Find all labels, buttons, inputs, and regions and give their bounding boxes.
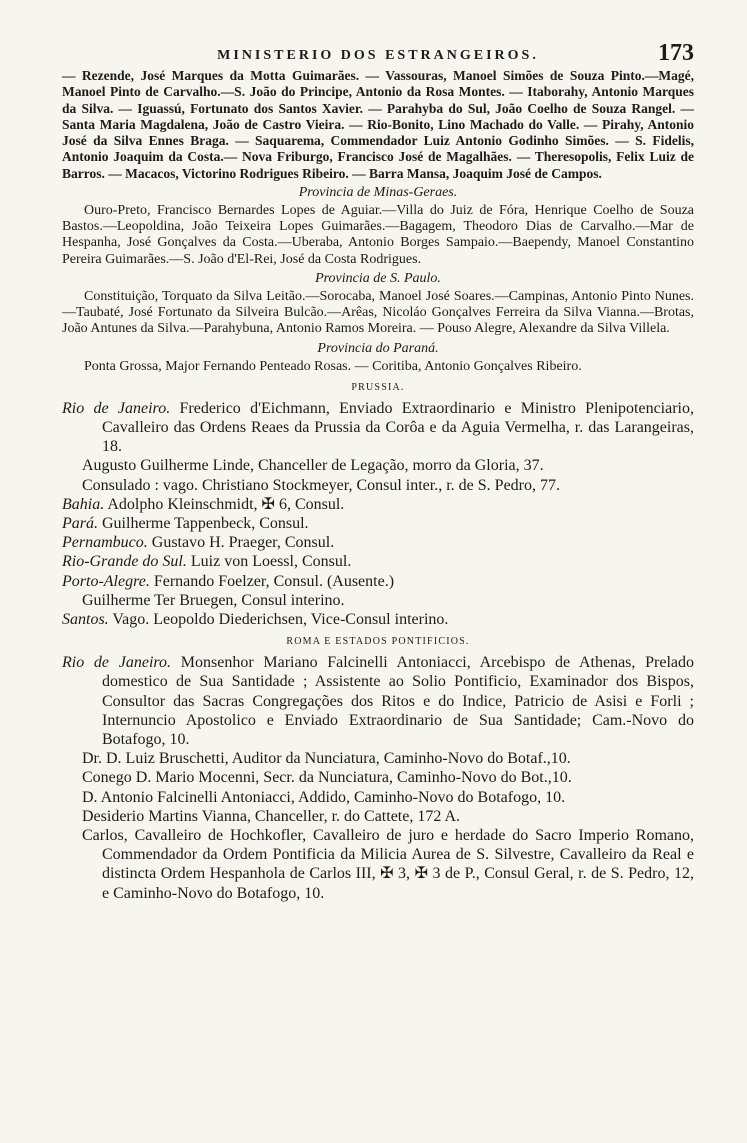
prussia-santos-entry [62,610,694,629]
roma-rio-city: Rio de Janeiro. [62,654,172,672]
running-title: MINISTERIO DOS ESTRANGEIROS. [217,48,539,63]
prussia-santos-city: Santos. [62,610,109,628]
prussia-porto-alegre-entry [62,572,694,591]
rio-province-text: — Rezende, José Marques da Motta Guimarães. — Vassouras, Manoel Simões de Souza Pinto.—Magé, Manoel Pinto de Carvalho.—S. João do Principe, Antonio da Rosa Montes. — Itaborahy, Antonio Marques da Silva. — Iguassú, Fortunato dos Santos Xavier. — Parahyba do Sul, João Coelho de Souza Rangel. — Santa Maria Magdalena, João de Castro Vieira. — Rio-Bonito, Lino Machado do Valle. — Pirahy, Antonio José da Silva Ennes Braga. — Saquarema, Commendador Luiz Antonio Godinho Simões. — S. Fidelis, Antonio Joaquim da Costa.— Nova Friburgo, Francisco José de Magalhães. — Theresopolis, Felix Luiz de Barros. — Macacos, Victorino Rodrigues Ribeiro. — Barra Mansa, Joaquim José de Campos. [62,68,694,181]
rio-province-continued [62,68,694,182]
roma-falcinelli-line: D. Antonio Falcinelli Antoniacci, Addido, Caminho-Novo do Botafogo, 10. [82,788,566,806]
prussia-rio-city: Rio de Janeiro. [62,399,171,417]
prussia-rio-grande-text: Luiz von Loessl, Consul. [186,553,352,571]
roma-rio-text: Monsenhor Mariano Falcinelli Antoniacci, Arcebispo de Athenas, Prelado domestico de Sua Santidade ; Assistente ao Solio Pontificio, Examinador dos Bispos, Consultor das Sacras Congregações dos Ritos e do Indice, Patricio de Asisi e Forli ; Internuncio Apostolico e Enviado Extraordinario de Sua Santidade; Cam.-Novo do Botafogo, 10. [102,654,694,748]
prussia-consulado-line: Consulado : vago. Christiano Stockmeyer, Consul inter., r. de S. Pedro, 77. [82,476,560,494]
prussia-pernambuco-city: Pernambuco. [62,534,148,552]
prussia-para-text: Guilherme Tappenbeck, Consul. [98,514,309,532]
sao-paulo-heading: Provincia de S. Paulo. [315,270,441,286]
roma-heading: ROMA E ESTADOS PONTIFICIOS. [286,636,470,648]
prussia-porto-alegre-city: Porto-Alegre. [62,572,150,590]
minas-heading: Provincia de Minas-Geraes. [298,185,458,201]
prussia-rio-text: Frederico d'Eichmann, Enviado Extraordinario e Ministro Plenipotenciario, Cavalleiro das Ordens Reaes da Prussia da Corôa e da Aguia Vermelha, r. das Larangeiras, 18. [102,399,695,456]
prussia-para-entry [62,514,694,533]
prussia-santos-text: Vago. Leopoldo Diederichsen, Vice-Consul interino. [108,610,449,628]
sao-paulo-section [62,269,694,338]
prussia-linde-line: Augusto Guilherme Linde, Chanceller de Legação, morro da Gloria, 37. [82,457,544,475]
prussia-rio-grande-city: Rio-Grande do Sul. [62,553,187,571]
prussia-porto-alegre-interino: Guilherme Ter Bruegen, Consul interino. [82,591,345,609]
prussia-heading: PRUSSIA. [351,381,405,393]
roma-bruschetti-line: Dr. D. Luiz Bruschetti, Auditor da Nunciatura, Caminho-Novo do Botaf.,10. [82,750,571,768]
roma-rio-entry [62,653,694,749]
prussia-pernambuco-text: Gustavo H. Praeger, Consul. [147,534,335,552]
sao-paulo-text: Constituição, Torquato da Silva Leitão.—Sorocaba, Manoel José Soares.—Campinas, Antonio Pinto Nunes.—Taubaté, José Fortunato da Silveira Bulcão.—Arêas, Nicoláo Gonçalves Ferreira da Silva Vianna.—Brotas, João Antunes da Silva.—Parahybuna, Antonio Ramos Moreira. — Pouso Alegre, Alexandre da Silva Villela. [62,288,694,337]
prussia-para-city: Pará. [62,514,98,532]
roma-section [62,633,694,903]
prussia-pernambuco-entry [62,533,694,552]
prussia-rio-grande-entry [62,552,694,571]
minas-section [62,183,694,268]
page-header [62,38,694,68]
prussia-bahia-entry [62,495,694,514]
document-page [62,38,694,903]
minas-text: Ouro-Preto, Francisco Bernardes Lopes de Aguiar.—Villa do Juiz de Fóra, Henrique Coelho de Souza Bastos.—Leopoldina, João Teixeira Lopes Guimarães.—Bagagem, Theodoro Dias de Carvalho.—Mar de Hespanha, José Gonçalves da Costa.—Uberaba, Antonio Borges Sampaio.—Baependy, Manoel Constantino Pereira Guimarães.—S. João d'El-Rei, José da Costa Rodrigues. [62,203,694,267]
prussia-bahia-city: Bahia. [62,495,105,513]
prussia-section [62,379,694,629]
prussia-bahia-text: Adolpho Kleinschmidt, ✠ 6, Consul. [104,495,345,513]
parana-text: Ponta Grossa, Major Fernando Penteado Rosas. — Coritiba, Antonio Gonçalves Ribeiro. [84,358,582,374]
page-number: 173 [658,40,694,66]
roma-carlos-line: Carlos, Cavalleiro de Hochkofler, Cavalleiro de juro e herdade do Sacro Imperio Romano, Commendador da Ordem Pontificia da Milicia Aurea de S. Silvestre, Cavalleiro da Real e distincta Ordem Hespanhola de Carlos III, ✠ 3, ✠ 3 de P., Consul Geral, r. de S. Pedro, 12, e Caminho-Novo do Botafogo, 10. [82,826,694,902]
prussia-porto-alegre-text: Fernando Foelzer, Consul. (Ausente.) [149,572,395,590]
roma-mocenni-line: Conego D. Mario Mocenni, Secr. da Nunciatura, Caminho-Novo do Bot.,10. [82,769,572,787]
parana-heading: Provincia do Paraná. [317,340,439,356]
roma-vianna-line: Desiderio Martins Vianna, Chanceller, r. do Cattete, 172 A. [82,807,461,825]
prussia-rio-entry [62,399,694,457]
parana-section [62,339,694,375]
